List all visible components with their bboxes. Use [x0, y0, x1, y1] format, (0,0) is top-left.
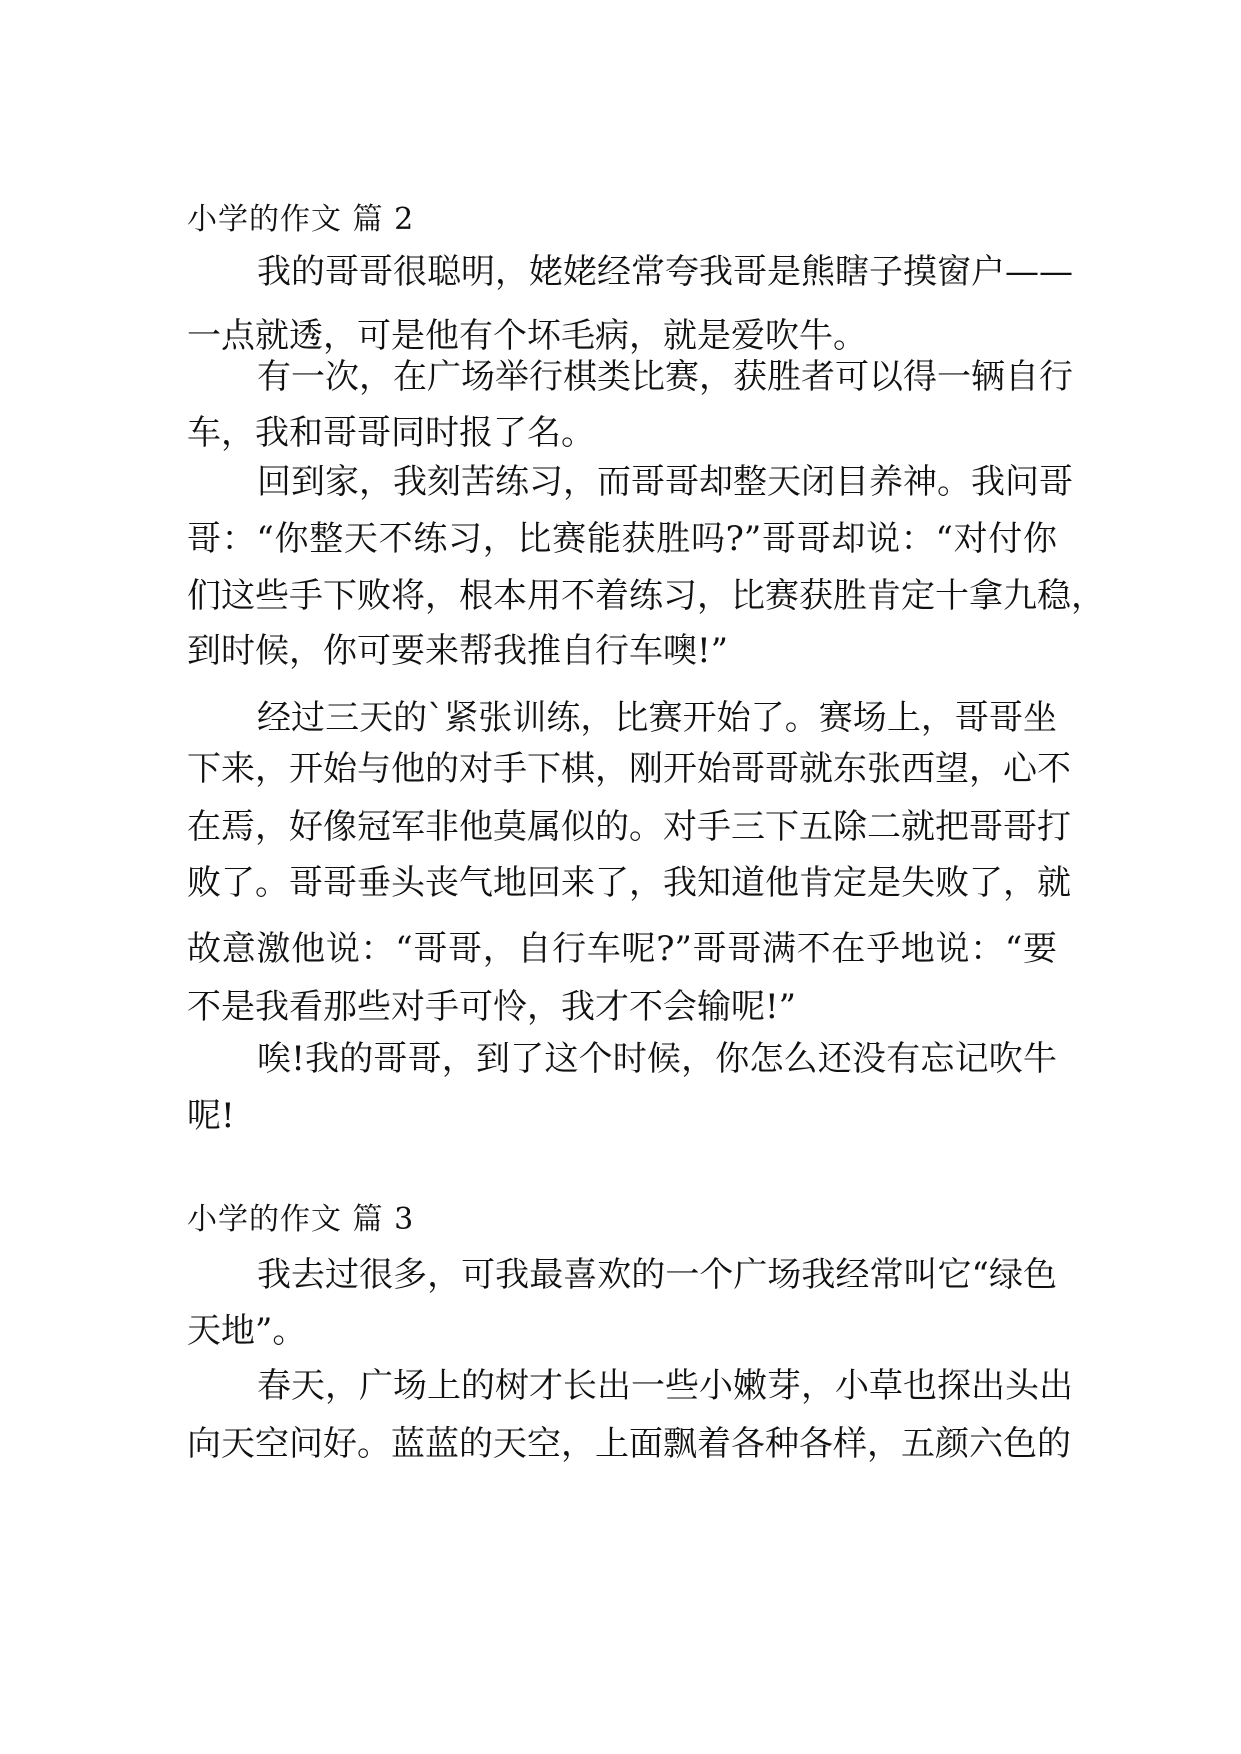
paragraph-line: 向天空问好。蓝蓝的天空，上面飘着各种各样，五颜六色的	[187, 1424, 1071, 1464]
paragraph-line: 到时候，你可要来帮我推自行车噢!”	[187, 631, 729, 671]
paragraph-line: 一点就透，可是他有个坏毛病，就是爱吹牛。	[187, 316, 867, 356]
paragraph-line: 们这些手下败将，根本用不着练习，比赛获胜肯定十拿九稳，	[187, 576, 1105, 616]
paragraph-line: 下来，开始与他的对手下棋，刚开始哥哥就东张西望，心不	[187, 749, 1071, 789]
paragraph-line: 我的哥哥很聪明，姥姥经常夸我哥是熊瞎子摸窗户——	[257, 252, 1073, 292]
paragraph-line: 车，我和哥哥同时报了名。	[187, 413, 595, 453]
paragraph-line: 败了。哥哥垂头丧气地回来了，我知道他肯定是失败了，就	[187, 863, 1071, 903]
paragraph-line: 唉!我的哥哥，到了这个时候，你怎么还没有忘记吹牛	[257, 1039, 1057, 1079]
paragraph-line: 有一次，在广场举行棋类比赛，获胜者可以得一辆自行	[257, 357, 1073, 397]
paragraph-line: 呢!	[187, 1096, 235, 1136]
paragraph-line: 哥：“你整天不练习，比赛能获胜吗?”哥哥却说：“对付你	[187, 519, 1057, 559]
paragraph-line: 经过三天的`紧张训练，比赛开始了。赛场上，哥哥坐	[257, 698, 1057, 738]
section-heading: 小学的作文 篇 2	[187, 202, 415, 237]
paragraph-line: 故意激他说：“哥哥，自行车呢?”哥哥满不在乎地说：“要	[187, 929, 1057, 969]
paragraph-line: 在焉，好像冠军非他莫属似的。对手三下五除二就把哥哥打	[187, 807, 1071, 847]
paragraph-line: 我去过很多，可我最喜欢的一个广场我经常叫它“绿色	[257, 1255, 1057, 1295]
paragraph-line: 回到家，我刻苦练习，而哥哥却整天闭目养神。我问哥	[257, 462, 1073, 502]
paragraph-line: 不是我看那些对手可怜，我才不会输呢!”	[187, 987, 797, 1027]
paragraph-line: 天地”。	[187, 1311, 307, 1351]
paragraph-line: 春天，广场上的树才长出一些小嫩芽，小草也探出头出	[257, 1366, 1073, 1406]
section-heading: 小学的作文 篇 3	[187, 1202, 415, 1237]
